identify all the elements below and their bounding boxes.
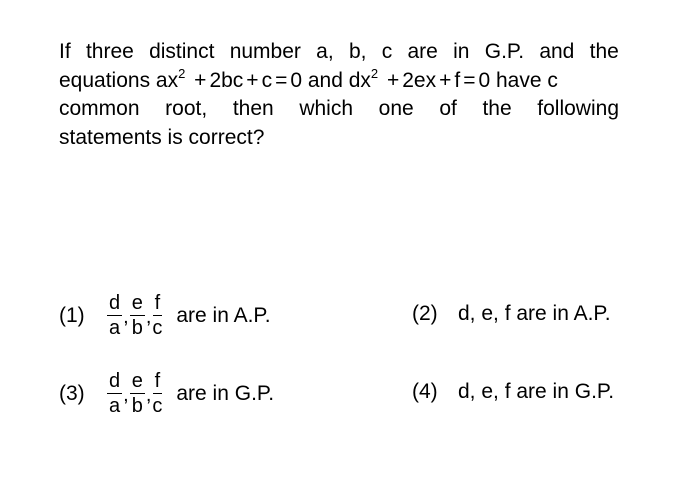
option-text: d, e, f are in A.P. [458, 302, 611, 325]
word: of [439, 97, 457, 120]
question-line-2 [59, 67, 619, 96]
equation-text: 0 and dx [290, 68, 371, 92]
plus-sign: + [194, 68, 207, 92]
option-2[interactable] [412, 302, 611, 326]
word: one [378, 97, 414, 120]
fraction [130, 370, 145, 417]
word: which [299, 97, 354, 120]
word: then [232, 97, 274, 120]
word: and [539, 40, 575, 63]
word: b, [348, 40, 367, 63]
numerator: f [154, 370, 161, 392]
word: three [85, 40, 134, 63]
option-3[interactable] [59, 370, 274, 417]
plus-sign: + [439, 68, 452, 92]
option-text: are in A.P. [176, 303, 271, 327]
plus-sign: + [386, 68, 400, 92]
denominator: b [131, 395, 143, 417]
numerator: e [131, 370, 143, 392]
equals-sign: = [275, 68, 288, 92]
word: number [229, 40, 301, 63]
question-line-4: statements is correct? [59, 125, 265, 149]
word: common [59, 97, 140, 120]
plus-sign: + [246, 68, 259, 92]
equation-term: c [261, 68, 273, 92]
equation-term: 2bc [209, 68, 244, 92]
word: G.P. [484, 40, 525, 63]
exponent: 2 [178, 65, 186, 81]
question-line-3 [59, 95, 619, 124]
exponent: 2 [370, 65, 379, 81]
option-number: (1) [59, 303, 85, 327]
fraction [130, 292, 145, 339]
word: the [589, 40, 619, 63]
word: following [537, 97, 619, 120]
denominator: b [131, 317, 143, 339]
question-text [59, 38, 619, 152]
equation-text: 0 have c [478, 68, 558, 92]
question-line-1 [59, 38, 619, 67]
equals-sign: = [463, 68, 476, 92]
comma: , [145, 306, 152, 328]
denominator: c [152, 317, 163, 339]
equation-text: equations ax [59, 68, 179, 92]
option-1[interactable] [59, 292, 271, 339]
comma: , [123, 306, 129, 328]
fraction [107, 292, 122, 339]
equation-term: 2ex [402, 68, 437, 92]
option-number: (4) [412, 380, 438, 403]
word: are [407, 40, 438, 63]
option-4[interactable] [412, 380, 614, 404]
word: If [59, 40, 71, 63]
fraction-group [107, 370, 162, 417]
denominator: c [152, 395, 163, 417]
word: c [381, 40, 393, 63]
word: the [482, 97, 512, 120]
numerator: e [131, 292, 143, 314]
numerator: d [109, 292, 121, 314]
word: in [453, 40, 470, 63]
denominator: a [109, 395, 121, 417]
comma: , [123, 384, 129, 406]
fraction [152, 292, 162, 339]
fraction-group [107, 292, 162, 339]
option-number: (3) [59, 381, 85, 405]
numerator: f [154, 292, 161, 314]
fraction [107, 370, 122, 417]
word: root, [165, 97, 208, 120]
word: distinct [149, 40, 215, 63]
option-number: (2) [412, 302, 438, 325]
comma: , [145, 384, 152, 406]
denominator: a [109, 317, 121, 339]
option-text: d, e, f are in G.P. [458, 380, 615, 403]
equation-term: f [454, 68, 461, 92]
option-text: are in G.P. [176, 381, 275, 405]
fraction [152, 370, 162, 417]
word: a, [316, 40, 334, 63]
numerator: d [109, 370, 121, 392]
